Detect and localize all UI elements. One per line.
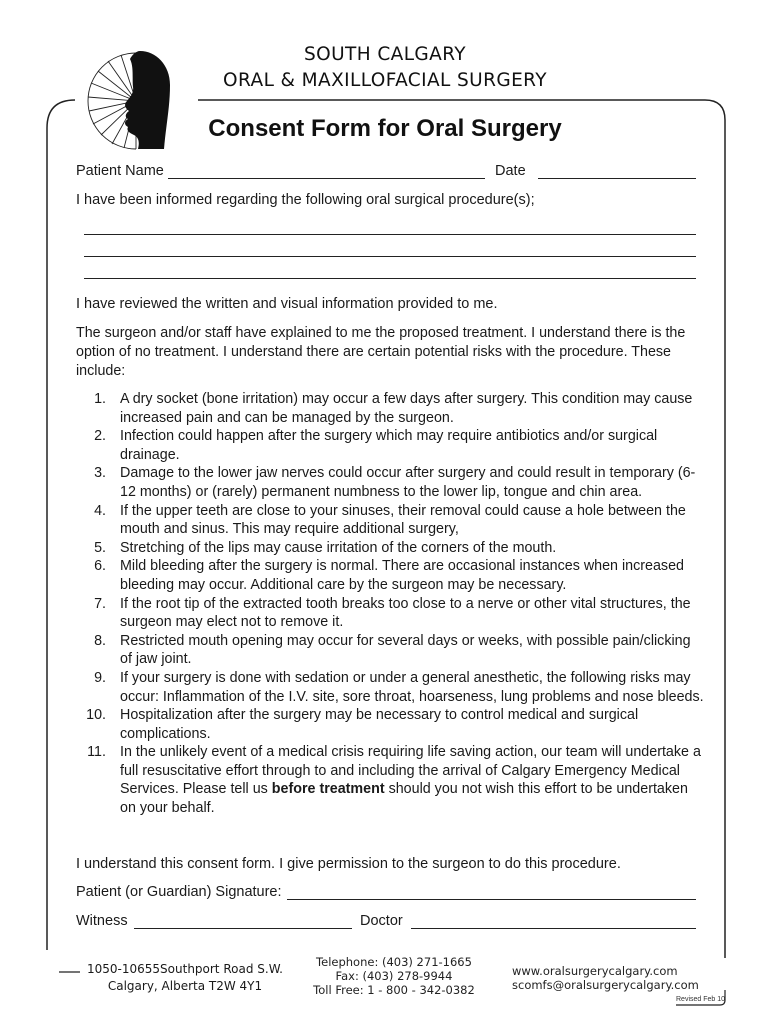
risk-item [76, 390, 706, 427]
address-line2: Calgary, Alberta T2W 4Y1 [107, 979, 263, 993]
procedure-line-3[interactable] [84, 278, 696, 279]
risk-number: 5. [94, 539, 106, 556]
risk-item [76, 706, 706, 743]
revision-note: Revised Feb 10 [676, 996, 726, 1003]
risk-text: Mild bleeding after the surgery is normal. There are occasional instances when increased bleeding may occur. Additional care by the surgeon may be necessary. [120, 558, 684, 593]
risks-list [76, 390, 706, 818]
patient-name-label: Patient Name [76, 163, 164, 179]
explained-statement: The surgeon and/or staff have explained to me the proposed treatment. I understand there is the option of no treatment. I understand there are certain potential risks with the procedure. These include: [76, 325, 686, 379]
risk-number: 2. [94, 428, 106, 445]
risk-item [76, 595, 706, 632]
risk-text: If the upper teeth are close to your sinuses, their removal could cause a hole between the mouth and sinus. This may require additional surgery, [120, 502, 686, 538]
risk-number: 1. [94, 391, 106, 407]
risk-number: 4. [94, 502, 106, 519]
risk-text-before: In the unlikely event of a medical crisis requiring life saving action, our team will undertake a full resuscitative effort through to and including the arrival of Calgary Emergency Medical Services. Please tell us [120, 744, 701, 798]
page-title: Consent Form for Oral Surgery [208, 115, 562, 142]
risk-number: 6. [94, 558, 106, 575]
risk-item [76, 502, 706, 539]
risk-number: 10. [86, 707, 106, 724]
risk-number: 9. [94, 669, 106, 686]
witness-field[interactable] [134, 928, 352, 929]
doctor-label: Doctor [360, 913, 403, 929]
risk-text: Hospitalization after the surgery may be necessary to control medical and surgical complications. [120, 707, 639, 742]
risk-number: 8. [94, 632, 106, 649]
toll-free: Toll Free: 1 - 800 - 342-0382 [313, 983, 475, 997]
risk-text-after: should you not wish this effort to be undertaken on your behalf. [120, 781, 688, 817]
risk-item [76, 539, 706, 558]
risk-number: 7. [94, 595, 106, 612]
clinic-name-line1: SOUTH CALGARY [304, 44, 466, 65]
date-field[interactable] [538, 178, 696, 179]
risk-item [76, 632, 706, 669]
risk-text: Stretching of the lips may cause irritation of the corners of the mouth. [120, 539, 557, 556]
clinic-name-line2: ORAL & MAXILLOFACIAL SURGERY [223, 70, 547, 91]
risk-text: Infection could happen after the surgery which may require antibiotics and/or surgical drainage. [120, 428, 658, 463]
risk-item [76, 557, 706, 594]
risk-number: 3. [94, 465, 106, 482]
witness-label: Witness [76, 913, 128, 929]
risk-item [76, 669, 706, 706]
risk-text: If the root tip of the extracted tooth breaks too close to a nerve or other vital structures, the surgeon may elect not to remove it. [120, 595, 691, 631]
informed-statement: I have been informed regarding the following oral surgical procedure(s); [76, 192, 535, 208]
risk-item [76, 464, 706, 501]
doctor-field[interactable] [411, 928, 696, 929]
risk-text: Damage to the lower jaw nerves could occur after surgery and could result in temporary (6-12 months) or (rarely) permanent numbness to the lower lip, tongue and chin area. [120, 465, 696, 500]
understand-statement: I understand this consent form. I give permission to the surgeon to do this procedure. [76, 856, 621, 872]
risk-item [76, 427, 706, 464]
risk-text: A dry socket (bone irritation) may occur a few days after surgery. This condition may cause increased pain and can be managed by the surgeon. [120, 391, 693, 426]
website-link[interactable]: www.oralsurgerycalgary.com [512, 964, 678, 978]
signature-field[interactable] [287, 899, 696, 900]
address-line1: 1050-10655Southport Road S.W. [87, 962, 283, 976]
risk-text-emphasis: before treatment [271, 781, 385, 798]
reviewed-statement: I have reviewed the written and visual information provided to me. [76, 296, 498, 312]
patient-name-field[interactable] [168, 178, 485, 179]
procedure-line-2[interactable] [84, 256, 696, 257]
risk-text: Restricted mouth opening may occur for several days or weeks, with possible pain/clicking of jaw joint. [120, 632, 691, 668]
risk-number: 11. [87, 744, 106, 761]
fax: Fax: (403) 278-9944 [335, 969, 453, 983]
procedure-line-1[interactable] [84, 234, 696, 235]
signature-label: Patient (or Guardian) Signature: [76, 884, 282, 900]
risk-item [76, 743, 706, 817]
telephone: Telephone: (403) 271-1665 [316, 955, 472, 969]
risk-text: If your surgery is done with sedation or under a general anesthetic, the following risks may occur: Inflammation of the I.V. site, sore throat, hoarseness, lung problems and nose bleeds. [120, 669, 704, 705]
date-label: Date [495, 163, 526, 179]
email-link[interactable]: scomfs@oralsurgerycalgary.com [512, 978, 699, 992]
